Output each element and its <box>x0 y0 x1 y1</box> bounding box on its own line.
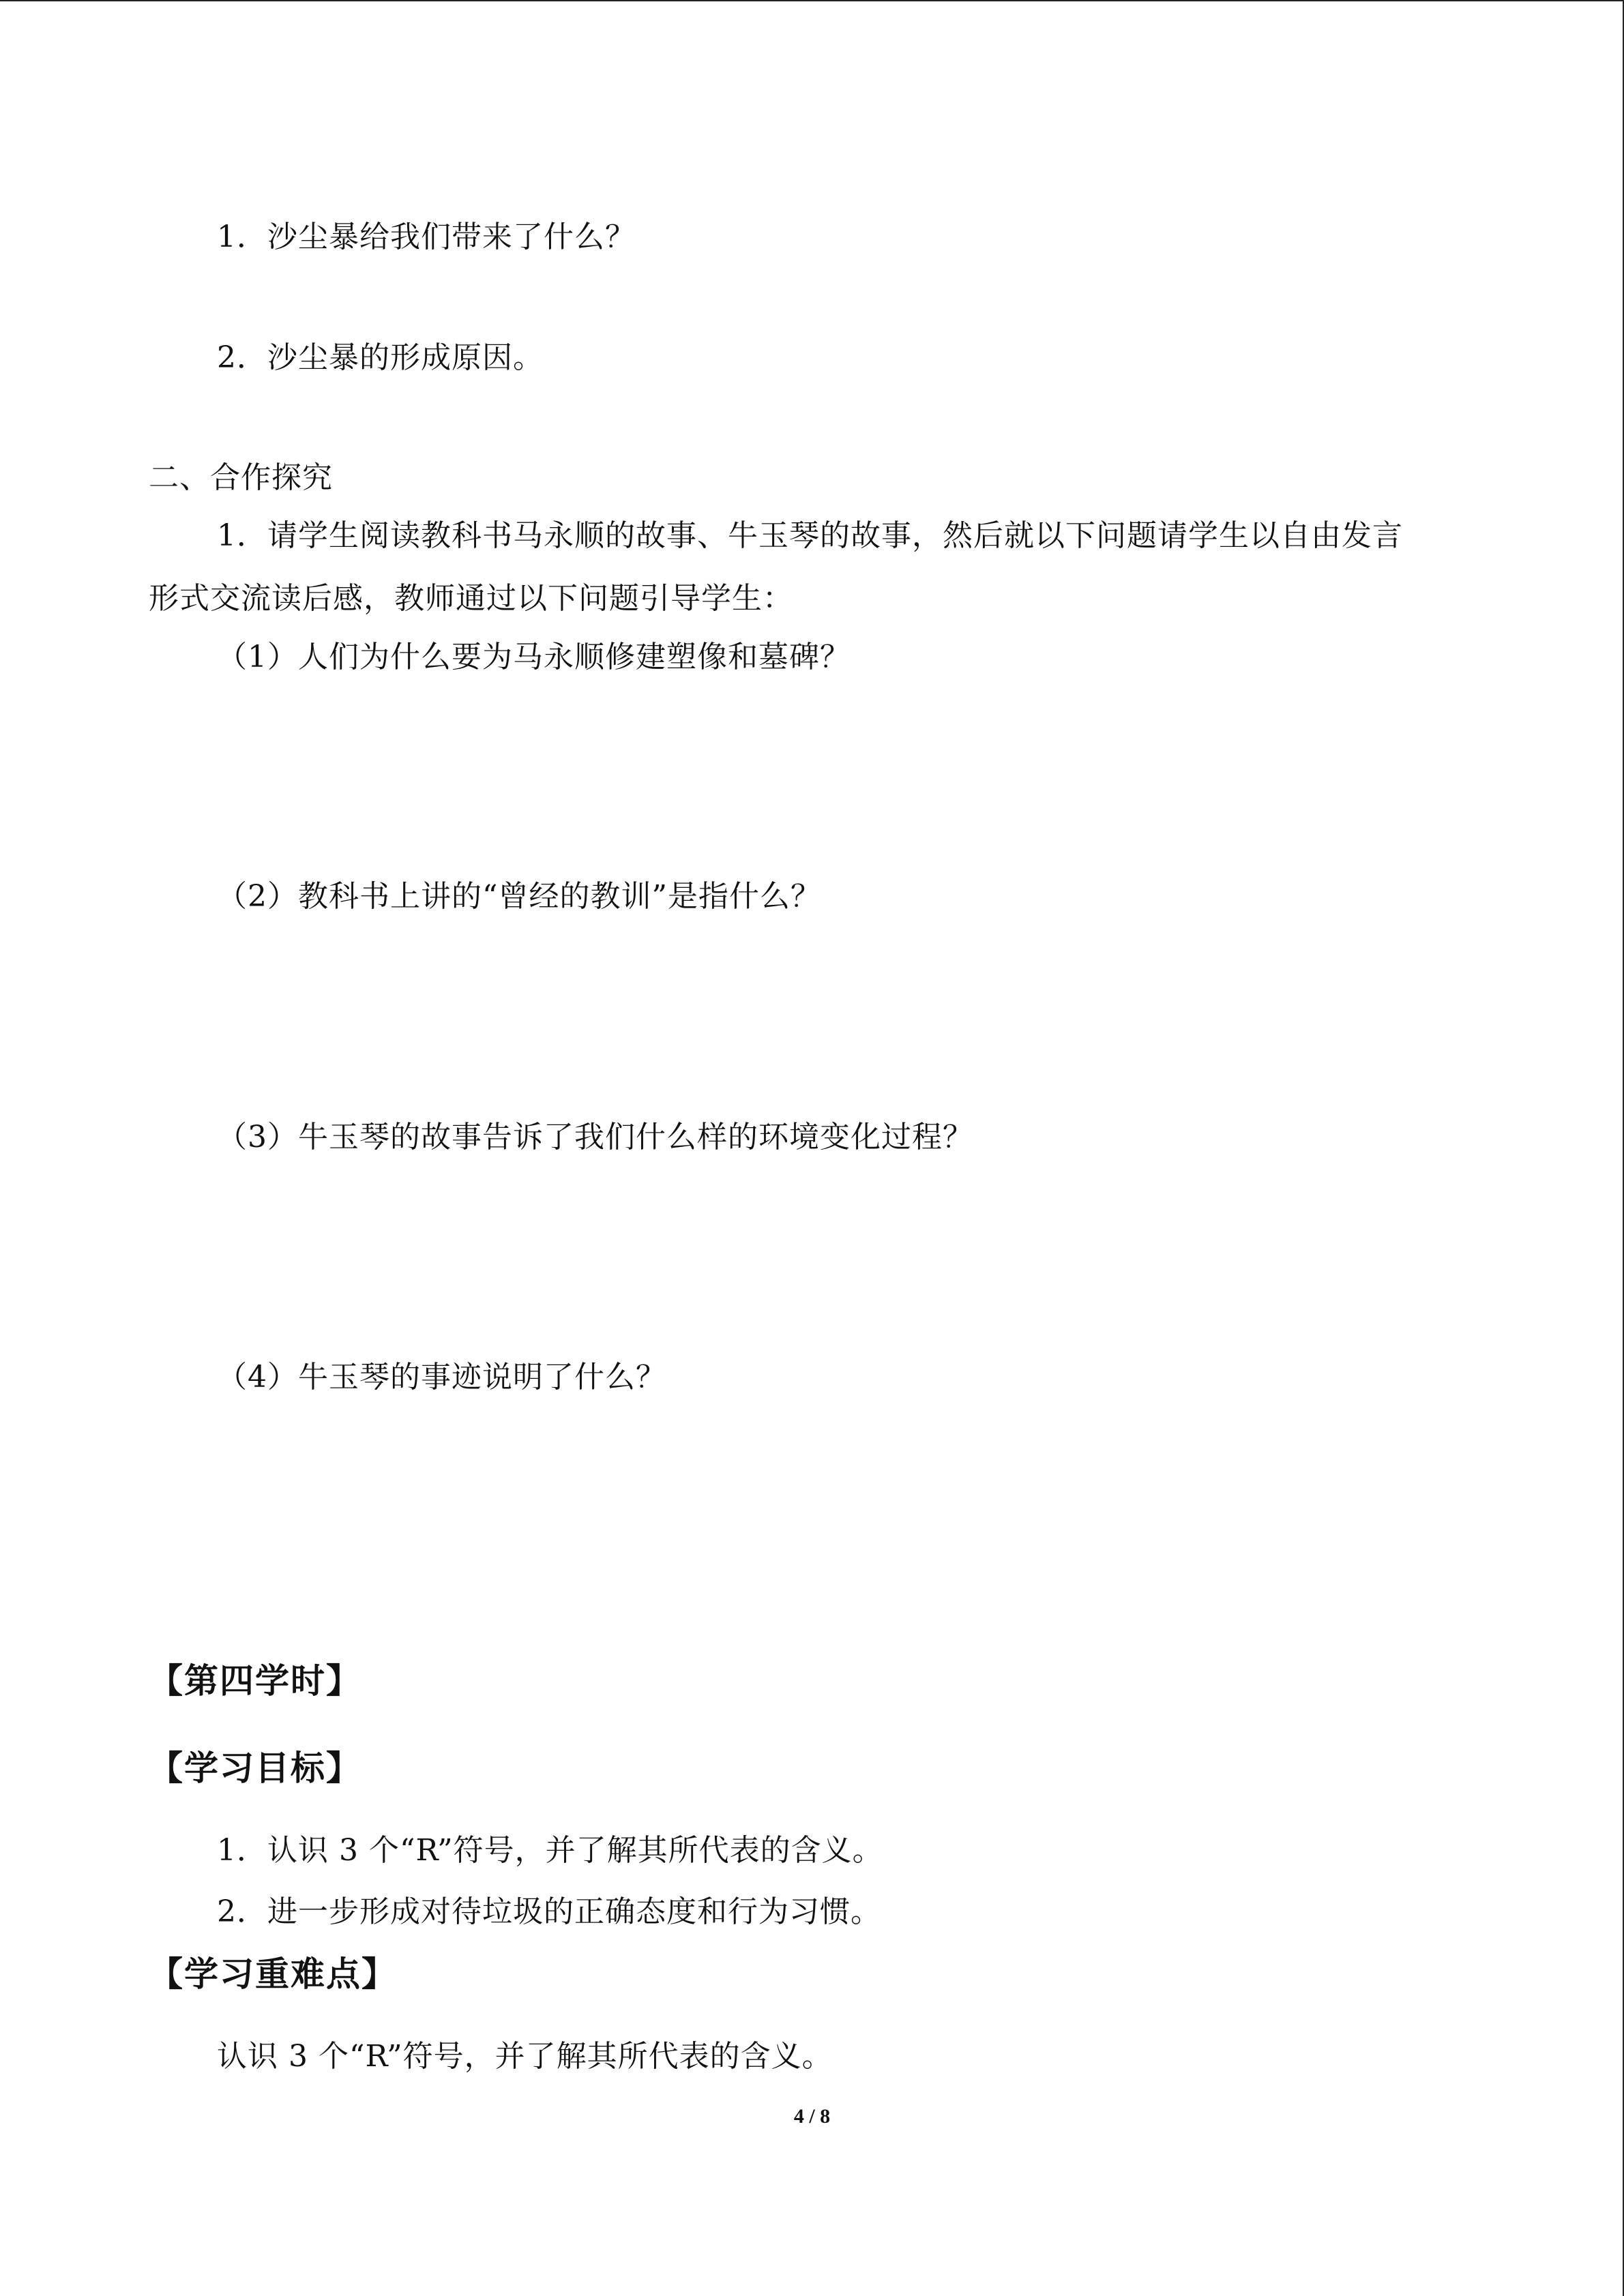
section-title-cooperative-inquiry: 二、合作探究 <box>149 460 333 495</box>
objective-1: 1．认识 3 个“R”符号，并了解其所代表的含义。 <box>217 1833 883 1868</box>
question-sandstorm-effects: 1．沙尘暴给我们带来了什么？ <box>217 220 636 254</box>
discussion-question-4: （4）牛玉琴的事迹说明了什么？ <box>217 1360 666 1395</box>
objective-2: 2．进一步形成对待垃圾的正确态度和行为习惯。 <box>217 1894 881 1929</box>
page-number: 4 / 8 <box>793 2105 831 2128</box>
discussion-question-3: （3）牛玉琴的故事告诉了我们什么样的环境变化过程？ <box>217 1120 973 1154</box>
question-sandstorm-causes: 2．沙尘暴的形成原因。 <box>217 340 544 375</box>
key-points-text: 认识 3 个“R”符号，并了解其所代表的含义。 <box>217 2039 833 2074</box>
lesson-four-heading: 【第四学时】 <box>149 1661 361 1701</box>
intro-paragraph-line-2: 形式交流读后感，教师通过以下问题引导学生： <box>149 581 793 616</box>
key-points-heading: 【学习重难点】 <box>149 1954 397 1994</box>
discussion-question-1: （1）人们为什么要为马永顺修建塑像和墓碑？ <box>217 640 851 674</box>
learning-objectives-heading: 【学习目标】 <box>149 1748 361 1788</box>
discussion-question-2: （2）教科书上讲的“曾经的教训”是指什么？ <box>217 879 821 914</box>
intro-paragraph-line-1: 1．请学生阅读教科书马永顺的故事、牛玉琴的故事，然后就以下问题请学生以自由发言 <box>217 518 1403 553</box>
